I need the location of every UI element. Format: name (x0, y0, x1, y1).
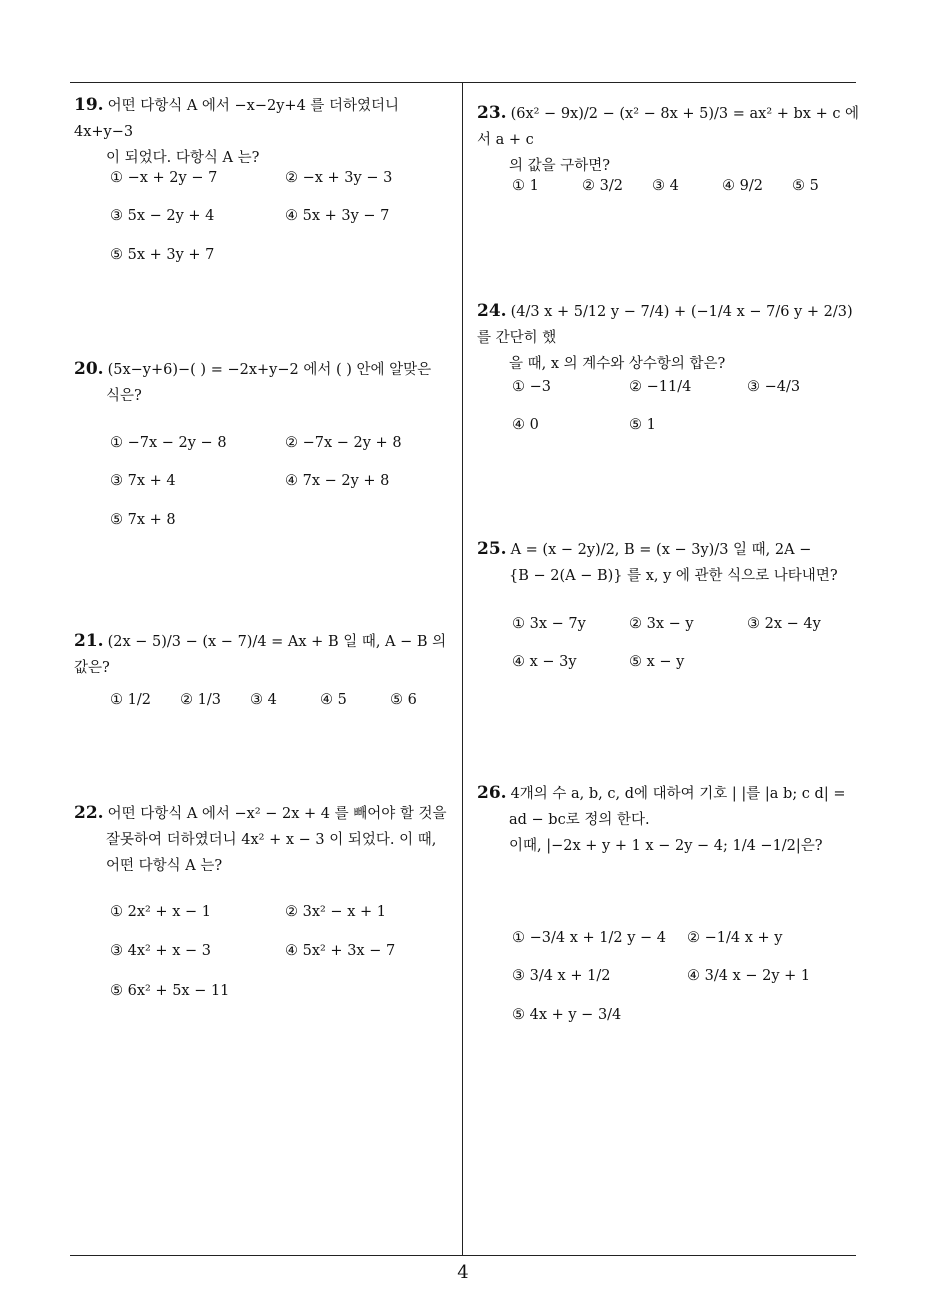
option-3[interactable]: ③ 3/4 x + 1/2 (512, 968, 611, 984)
question-number: 19. (74, 95, 104, 115)
option-3[interactable]: ③ 7x + 4 (110, 473, 176, 489)
question-stem-line1: 어떤 다항식 A 에서 −x² − 2x + 4 를 빼어야 할 것을 (107, 806, 447, 822)
question-number: 22. (74, 803, 104, 823)
option-3[interactable]: ③ 5x − 2y + 4 (110, 208, 215, 224)
question-stem-line1: A = (x − 2y)/2, B = (x − 3y)/3 일 때, 2A − (510, 542, 812, 558)
question-21 (74, 628, 458, 681)
question-stem-line1: 어떤 다항식 A 에서 −x−2y+4 를 더하였더니 4x+y−3 (74, 98, 400, 140)
question-number: 24. (477, 301, 507, 321)
column-divider (462, 82, 463, 1256)
question-19 (74, 92, 458, 171)
question-stem-line3: 이때, |−2x + y + 1 x − 2y − 4; 1/4 −1/2|은? (509, 838, 823, 854)
bottom-rule (70, 1255, 856, 1256)
option-4[interactable]: ④ x − 3y (512, 654, 577, 670)
question-stem-line1: (6x² − 9x)/2 − (x² − 8x + 5)/3 = ax² + bx + c 에서 a + c (477, 106, 860, 148)
option-2[interactable]: ② 3/2 (582, 178, 623, 194)
option-4[interactable]: ④ 3/4 x − 2y + 1 (687, 968, 811, 984)
question-stem-line2: {B − 2(A − B)} 를 x, y 에 관한 식으로 나타내면? (509, 568, 838, 584)
top-rule (70, 82, 856, 83)
question-stem-line2: 식은? (106, 388, 142, 404)
option-2[interactable]: ② −1/4 x + y (687, 930, 783, 946)
option-5[interactable]: ⑤ 6 (390, 692, 417, 708)
question-stem-line2: 잘못하여 더하였더니 4x² + x − 3 이 되었다. 이 때, (106, 832, 437, 848)
option-5[interactable]: ⑤ 5x + 3y + 7 (110, 247, 215, 263)
question-stem-line2: 이 되었다. 다항식 A 는? (106, 150, 260, 166)
option-2[interactable]: ② 1/3 (180, 692, 221, 708)
question-stem-line2: 을 때, x 의 계수와 상수항의 합은? (509, 356, 726, 372)
option-3[interactable]: ③ 4 (652, 178, 679, 194)
option-3[interactable]: ③ 4x² + x − 3 (110, 943, 211, 959)
question-number: 25. (477, 539, 507, 559)
question-stem-line2: 의 값을 구하면? (509, 158, 611, 174)
option-1[interactable]: ① −3/4 x + 1/2 y − 4 (512, 930, 666, 946)
option-5[interactable]: ⑤ 5 (792, 178, 819, 194)
option-4[interactable]: ④ 5x + 3y − 7 (285, 208, 390, 224)
question-25 (477, 536, 861, 589)
option-5[interactable]: ⑤ 7x + 8 (110, 512, 176, 528)
question-number: 20. (74, 359, 104, 379)
option-1[interactable]: ① 2x² + x − 1 (110, 904, 211, 920)
option-1[interactable]: ① −7x − 2y − 8 (110, 435, 227, 451)
option-1[interactable]: ① −3 (512, 379, 551, 395)
question-stem-line3: 어떤 다항식 A 는? (106, 858, 223, 874)
question-stem-line1: (5x−y+6)−( ) = −2x+y−2 에서 ( ) 안에 알맞은 (107, 362, 432, 378)
question-stem-line2: ad − bc로 정의 한다. (509, 812, 650, 828)
option-4[interactable]: ④ 7x − 2y + 8 (285, 473, 390, 489)
option-4[interactable]: ④ 9/2 (722, 178, 763, 194)
option-5[interactable]: ⑤ x − y (629, 654, 685, 670)
question-26 (477, 780, 861, 859)
option-3[interactable]: ③ −4/3 (747, 379, 801, 395)
option-5[interactable]: ⑤ 4x + y − 3/4 (512, 1007, 622, 1023)
question-number: 21. (74, 631, 104, 651)
question-number: 26. (477, 783, 507, 803)
question-24 (477, 298, 861, 377)
option-1[interactable]: ① −x + 2y − 7 (110, 170, 218, 186)
question-number: 23. (477, 103, 507, 123)
question-stem-line1: (2x − 5)/3 − (x − 7)/4 = Ax + B 일 때, A − B 의 값은? (74, 634, 447, 676)
question-23 (477, 100, 861, 179)
option-2[interactable]: ② −x + 3y − 3 (285, 170, 393, 186)
question-20 (74, 356, 458, 409)
option-2[interactable]: ② 3x − y (629, 616, 694, 632)
option-1[interactable]: ① 1 (512, 178, 539, 194)
option-1[interactable]: ① 1/2 (110, 692, 151, 708)
option-5[interactable]: ⑤ 1 (629, 417, 656, 433)
option-2[interactable]: ② −11/4 (629, 379, 692, 395)
question-stem-line1: 4개의 수 a, b, c, d에 대하여 기호 | |를 |a b; c d| = (510, 786, 846, 802)
option-5[interactable]: ⑤ 6x² + 5x − 11 (110, 983, 230, 999)
question-stem-line1: (4/3 x + 5/12 y − 7/4) + (−1/4 x − 7/6 y + 2/3)를 간단히 했 (477, 304, 853, 346)
option-3[interactable]: ③ 4 (250, 692, 277, 708)
question-22 (74, 800, 458, 879)
page-number: 4 (457, 1262, 469, 1283)
option-2[interactable]: ② −7x − 2y + 8 (285, 435, 402, 451)
option-4[interactable]: ④ 0 (512, 417, 539, 433)
option-1[interactable]: ① 3x − 7y (512, 616, 586, 632)
option-4[interactable]: ④ 5 (320, 692, 347, 708)
option-3[interactable]: ③ 2x − 4y (747, 616, 821, 632)
option-4[interactable]: ④ 5x² + 3x − 7 (285, 943, 396, 959)
option-2[interactable]: ② 3x² − x + 1 (285, 904, 386, 920)
